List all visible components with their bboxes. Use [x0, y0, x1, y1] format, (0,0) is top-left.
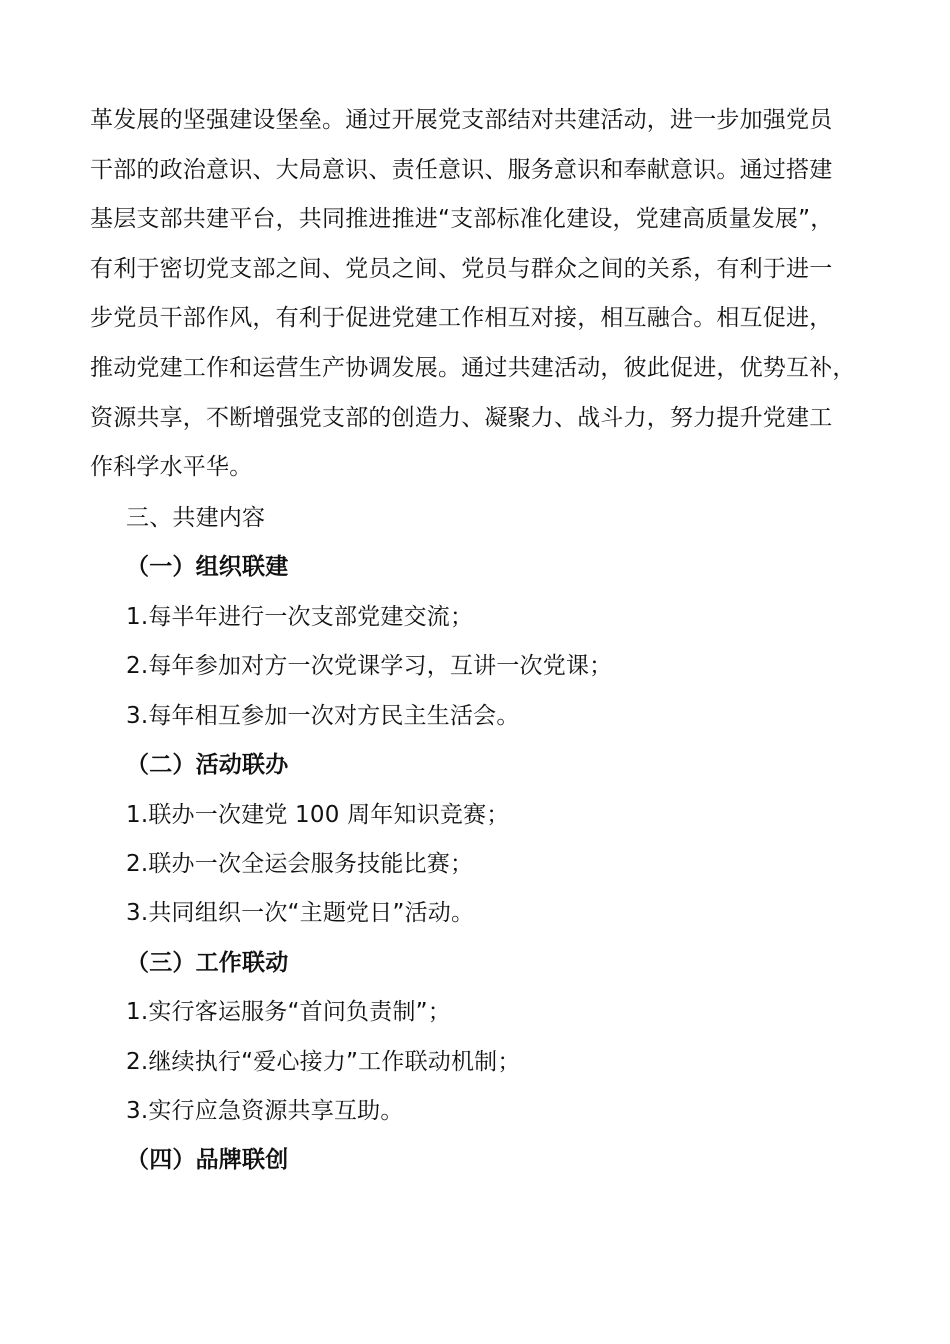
subsection-title: （二）活动联办	[126, 752, 289, 778]
body-line: 干部的政治意识、大局意识、责任意识、服务意识和奉献意识。通过搭建	[90, 156, 833, 183]
body-line: 有利于密切党支部之间、党员之间、党员与群众之间的关系，有利于进一	[90, 255, 833, 282]
body-line: 作科学水平华。	[90, 454, 253, 481]
list-item: 1.联办一次建党 100 周年知识竞赛；	[126, 802, 510, 828]
list-item: 1.实行客运服务“首问负责制”；	[126, 999, 451, 1025]
list-item: 1.每半年进行一次支部党建交流；	[126, 604, 474, 630]
list-item: 2.每年参加对方一次党课学习，互讲一次党课；	[126, 653, 613, 679]
body-line: 步党员干部作风，有利于促进党建工作相互对接，相互融合。相互促进，	[90, 305, 833, 332]
list-item: 3.实行应急资源共享互助。	[126, 1098, 404, 1124]
subsection-title: （四）品牌联创	[126, 1147, 289, 1173]
subsection-title: （三）工作联动	[126, 950, 289, 976]
body-line: 推动党建工作和运营生产协调发展。通过共建活动，彼此促进，优势互补，	[90, 354, 856, 381]
body-line: 革发展的坚强建设堡垒。通过开展党支部结对共建活动，进一步加强党员	[90, 107, 833, 133]
body-line: 资源共享，不断增强党支部的创造力、凝聚力、战斗力，努力提升党建工	[90, 404, 833, 431]
list-item: 3.共同组织一次“主题党日”活动。	[126, 900, 475, 926]
subsection-title: （一）组织联建	[126, 554, 289, 580]
list-item: 3.每年相互参加一次对方民主生活会。	[126, 703, 520, 729]
section-heading: 三、共建内容	[126, 505, 266, 531]
body-paragraph	[90, 96, 870, 493]
list-item: 2.继续执行“爱心接力”工作联动机制；	[126, 1049, 521, 1075]
list-item: 2.联办一次全运会服务技能比赛；	[126, 851, 474, 877]
body-line: 基层支部共建平台，共同推进推进“支部标准化建设，党建高质量发展”，	[90, 206, 834, 233]
